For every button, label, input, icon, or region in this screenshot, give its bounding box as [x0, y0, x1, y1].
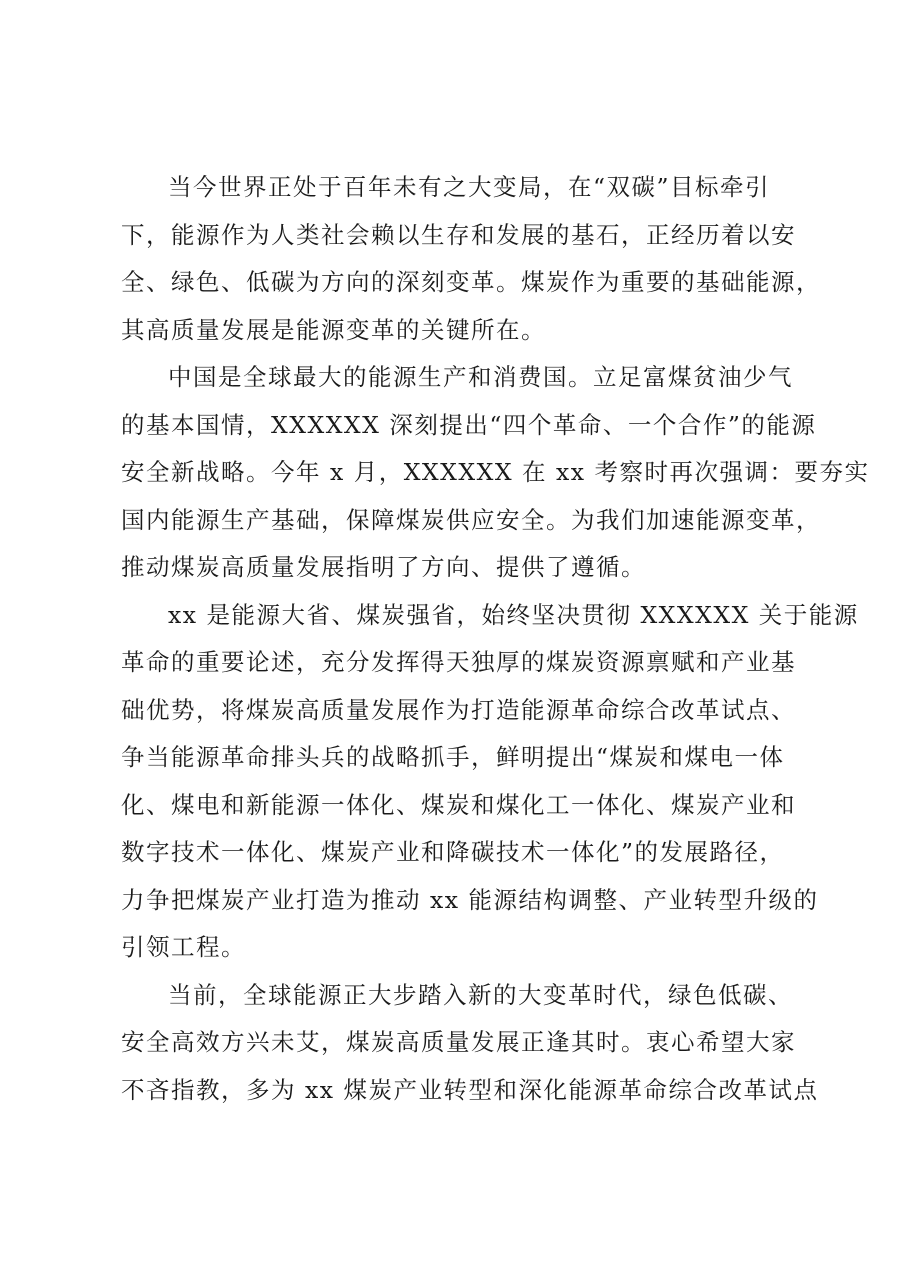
paragraph-2-line-5: 推动煤炭高质量发展指明了方向、提供了遵循。	[121, 553, 646, 581]
document-body	[121, 164, 870, 1114]
paragraph-1-line-4: 其高质量发展是能源变革的关键所在。	[121, 315, 546, 344]
paragraph-1	[121, 164, 821, 354]
paragraph-4-line-1: 当前，全球能源正大步踏入新的大变革时代，绿色低碳、	[168, 980, 793, 1009]
paragraph-1-line-1: 当今世界正处于百年未有之大变局，在“双碳”目标牵引	[168, 173, 771, 201]
paragraph-4-line-2: 安全高效方兴未艾，煤炭高质量发展正逢其时。衷心希望大家	[121, 1028, 796, 1056]
paragraph-3-line-7: 力争把煤炭产业打造为推动 xx 能源结构调整、产业转型升级的	[121, 885, 819, 914]
paragraph-3-line-2: 革命的重要论述，充分发挥得天独厚的煤炭资源禀赋和产业基	[121, 648, 796, 676]
paragraph-3-line-6: 数字技术一体化、煤炭产业和降碳技术一体化”的发展路径，	[121, 838, 785, 866]
paragraph-2	[121, 354, 870, 592]
paragraph-4	[121, 972, 819, 1115]
paragraph-3	[121, 592, 859, 972]
paragraph-3-line-5: 化、煤电和新能源一体化、煤炭和煤化工一体化、煤炭产业和	[121, 790, 796, 819]
paragraph-3-line-3: 础优势，将煤炭高质量发展作为打造能源革命综合改革试点、	[121, 695, 796, 724]
paragraph-3-line-4: 争当能源革命排头兵的战略抓手，鲜明提出“煤炭和煤电一体	[121, 743, 785, 771]
paragraph-2-line-3: 安全新战略。今年 x 月，XXXXXX 在 xx 考察时再次强调：要夯实	[121, 458, 870, 486]
paragraph-2-line-4: 国内能源生产基础，保障煤炭供应安全。为我们加速能源变革，	[121, 505, 821, 534]
paragraph-1-line-3: 全、绿色、低碳为方向的深刻变革。煤炭作为重要的基础能源，	[121, 268, 821, 296]
paragraph-3-line-8: 引领工程。	[121, 933, 246, 961]
paragraph-3-line-1: xx 是能源大省、煤炭强省，始终坚决贯彻 XXXXXX 关于能源	[168, 600, 859, 629]
paragraph-2-line-2: 的基本国情，XXXXXX 深刻提出“四个革命、一个合作”的能源	[121, 410, 817, 439]
paragraph-1-line-2: 下，能源作为人类社会赖以生存和发展的基石，正经历着以安	[121, 220, 796, 249]
paragraph-2-line-1: 中国是全球最大的能源生产和消费国。立足富煤贫油少气	[168, 363, 793, 391]
paragraph-4-line-3: 不吝指教，多为 xx 煤炭产业转型和深化能源革命综合改革试点	[121, 1075, 819, 1104]
